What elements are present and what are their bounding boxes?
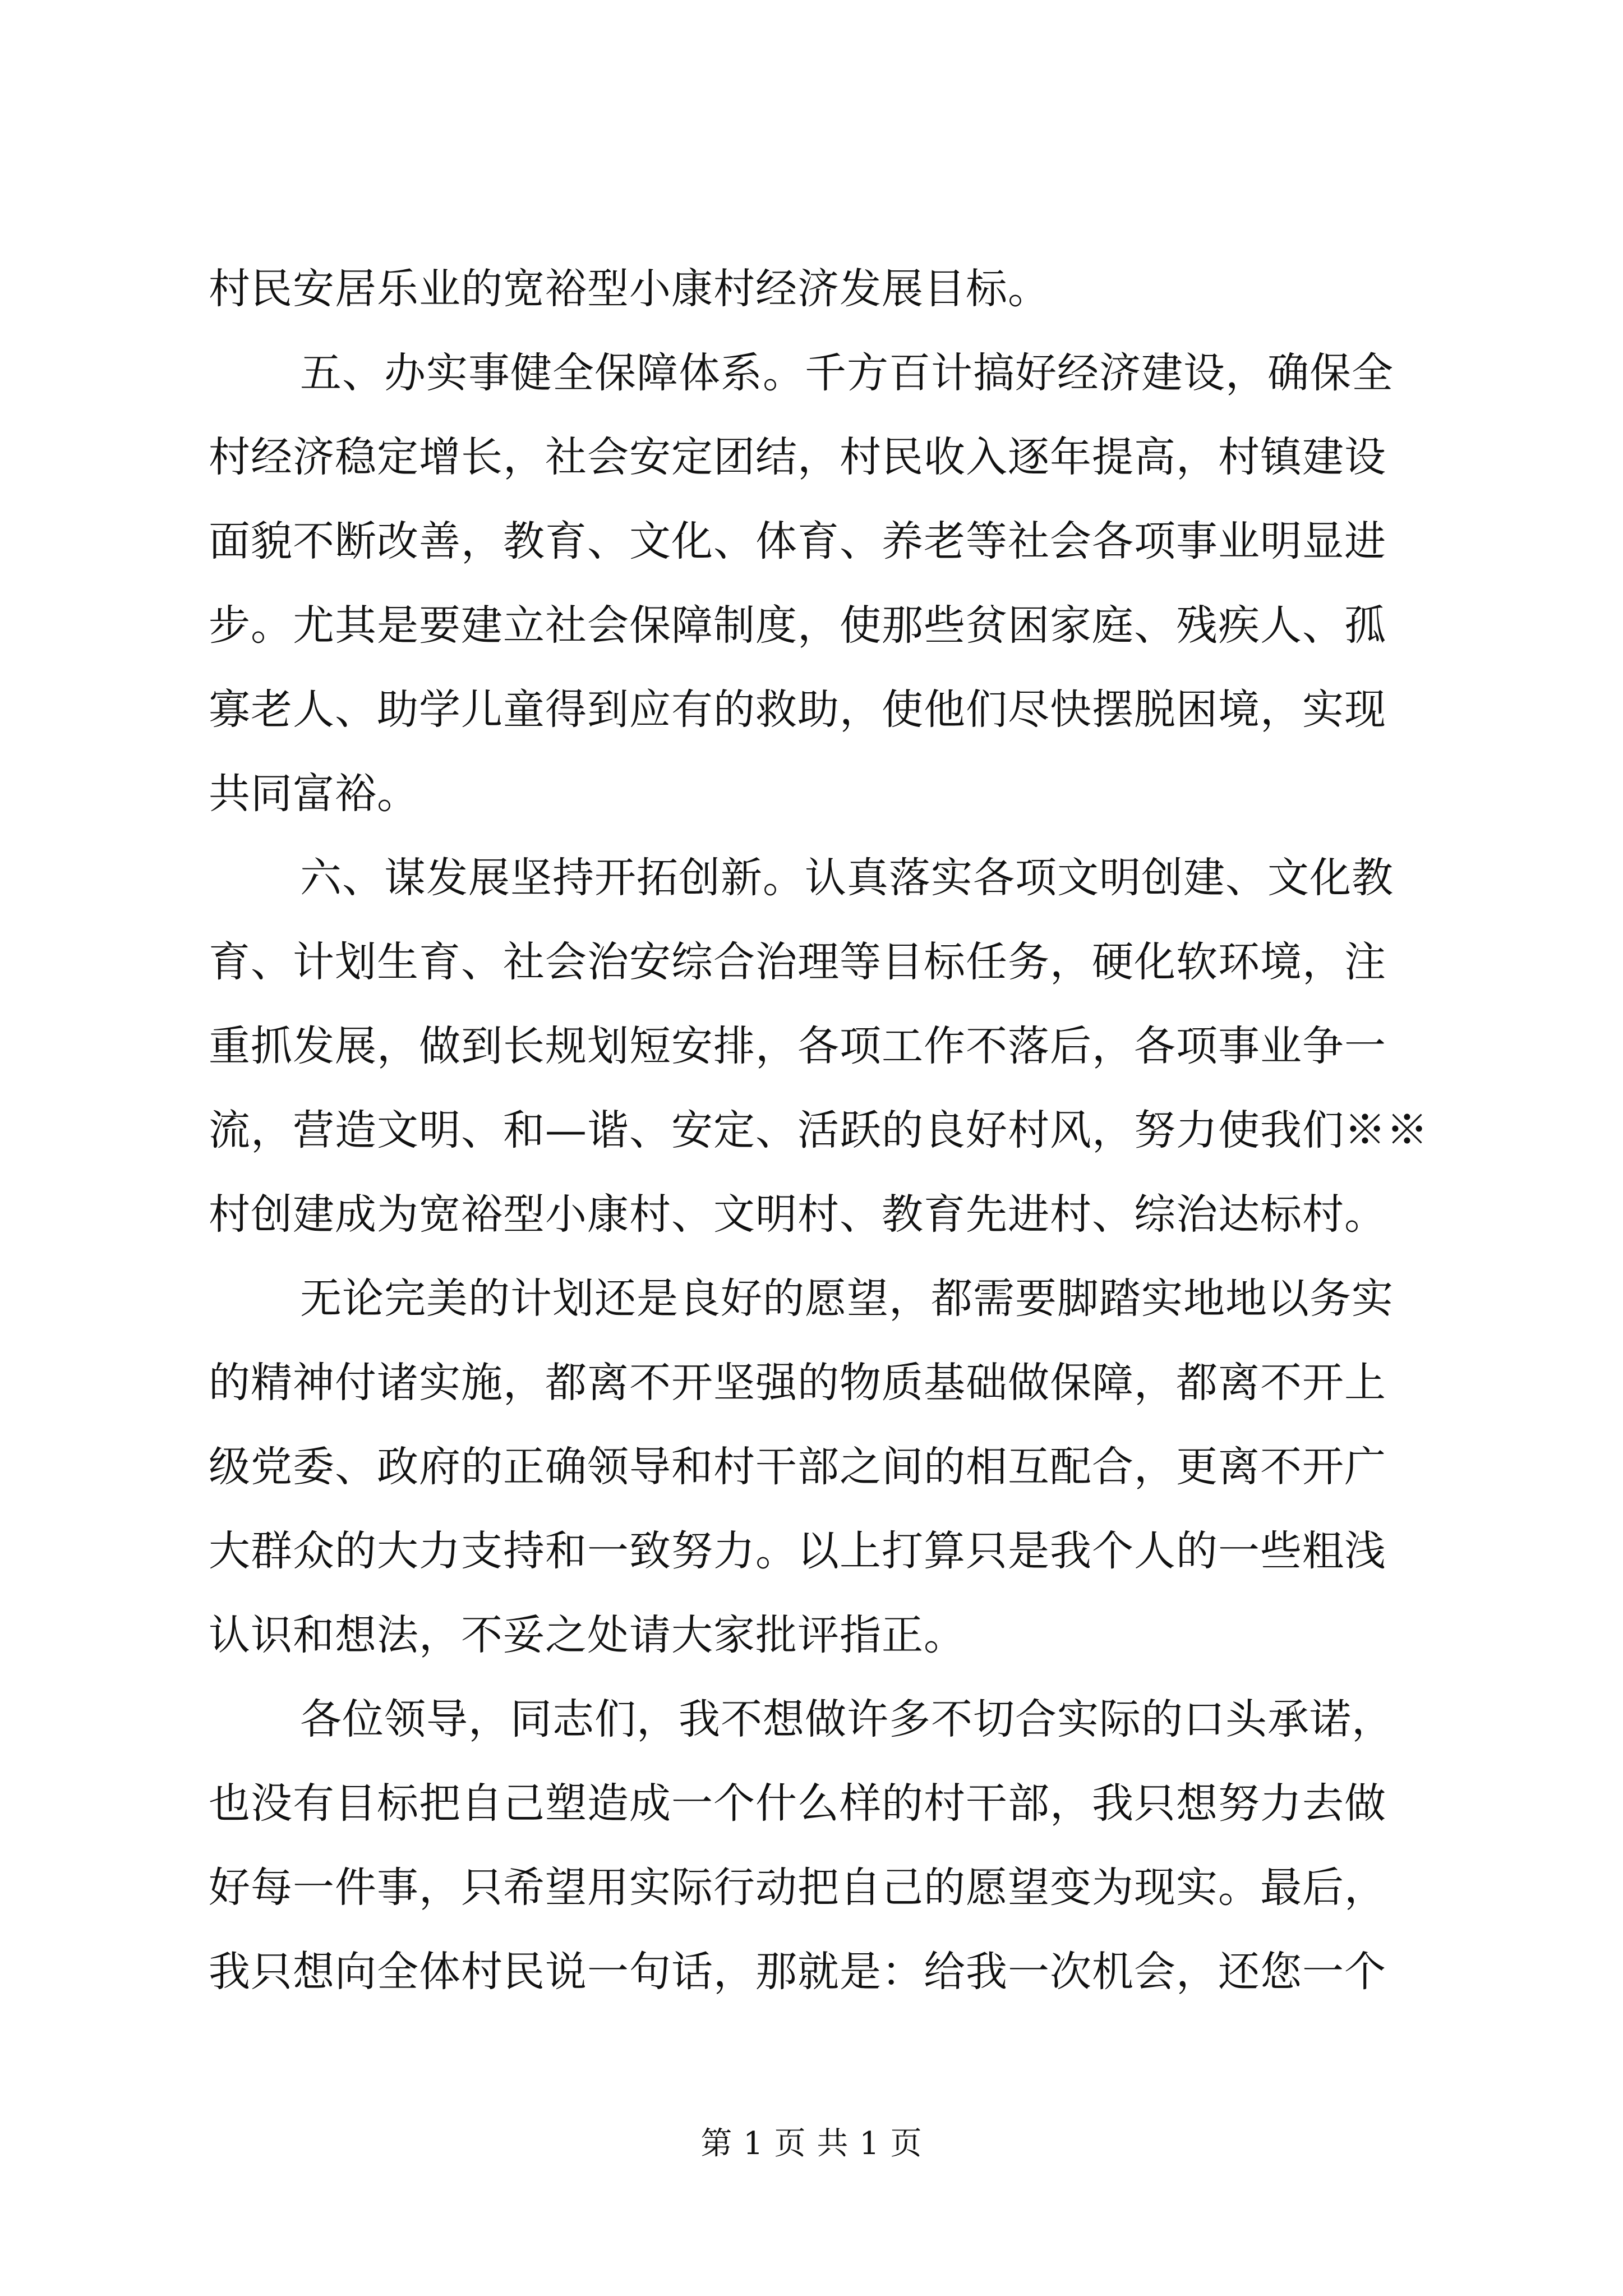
text-line: 村经济稳定增长，社会安定团结，村民收入逐年提高，村镇建设 xyxy=(209,433,1386,481)
text-line: 面貌不断改善，教育、文化、体育、养老等社会各项事业明显进 xyxy=(209,517,1386,565)
text-line: 重抓发展，做到长规划短安排，各项工作不落后，各项事业争一 xyxy=(209,1022,1386,1070)
body-text xyxy=(209,247,1428,2014)
text-line: 村创建成为宽裕型小康村、文明村、教育先进村、综治达标村。 xyxy=(209,1190,1386,1239)
text-line: 认识和想法，不妥之处请大家批评指正。 xyxy=(209,1611,966,1659)
text-line: 村民安居乐业的宽裕型小康村经济发展目标。 xyxy=(209,265,1050,313)
text-line: 也没有目标把自己塑造成一个什么样的村干部，我只想努力去做 xyxy=(209,1779,1386,1828)
page-footer: 第 1 页 共 1 页 xyxy=(700,2125,923,2162)
text-line: 好每一件事，只希望用实际行动把自己的愿望变为现实。最后， xyxy=(209,1864,1386,1912)
text-line: 共同富裕。 xyxy=(209,770,419,818)
text-line: 步。尤其是要建立社会保障制度，使那些贫困家庭、残疾人、孤 xyxy=(209,601,1386,650)
text-line: 级党委、政府的正确领导和村干部之间的相互配合，更离不开广 xyxy=(209,1443,1386,1491)
paragraph-six-start: 六、谋发展坚持开拓创新。认真落实各项文明创建、文化教 xyxy=(300,854,1394,902)
paragraph-plan-start: 无论完美的计划还是良好的愿望，都需要脚踏实地地以务实 xyxy=(300,1274,1394,1323)
paragraph-five-start: 五、办实事健全保障体系。千方百计搞好经济建设，确保全 xyxy=(300,349,1394,397)
text-line: 育、计划生育、社会治安综合治理等目标任务，硬化软环境，注 xyxy=(209,938,1386,986)
paragraph-closing-start: 各位领导，同志们，我不想做许多不切合实际的口头承诺， xyxy=(300,1695,1394,1743)
text-line: 我只想向全体村民说一句话，那就是：给我一次机会，还您一个 xyxy=(209,1948,1386,1996)
text-line: 寡老人、助学儿童得到应有的救助，使他们尽快摆脱困境，实现 xyxy=(209,685,1386,734)
text-line: 的精神付诸实施，都离不开坚强的物质基础做保障，都离不开上 xyxy=(209,1359,1386,1407)
text-line: 大群众的大力支持和一致努力。以上打算只是我个人的一些粗浅 xyxy=(209,1527,1386,1575)
text-line: 流，营造文明、和—谐、安定、活跃的良好村风，努力使我们※※ xyxy=(209,1106,1428,1154)
